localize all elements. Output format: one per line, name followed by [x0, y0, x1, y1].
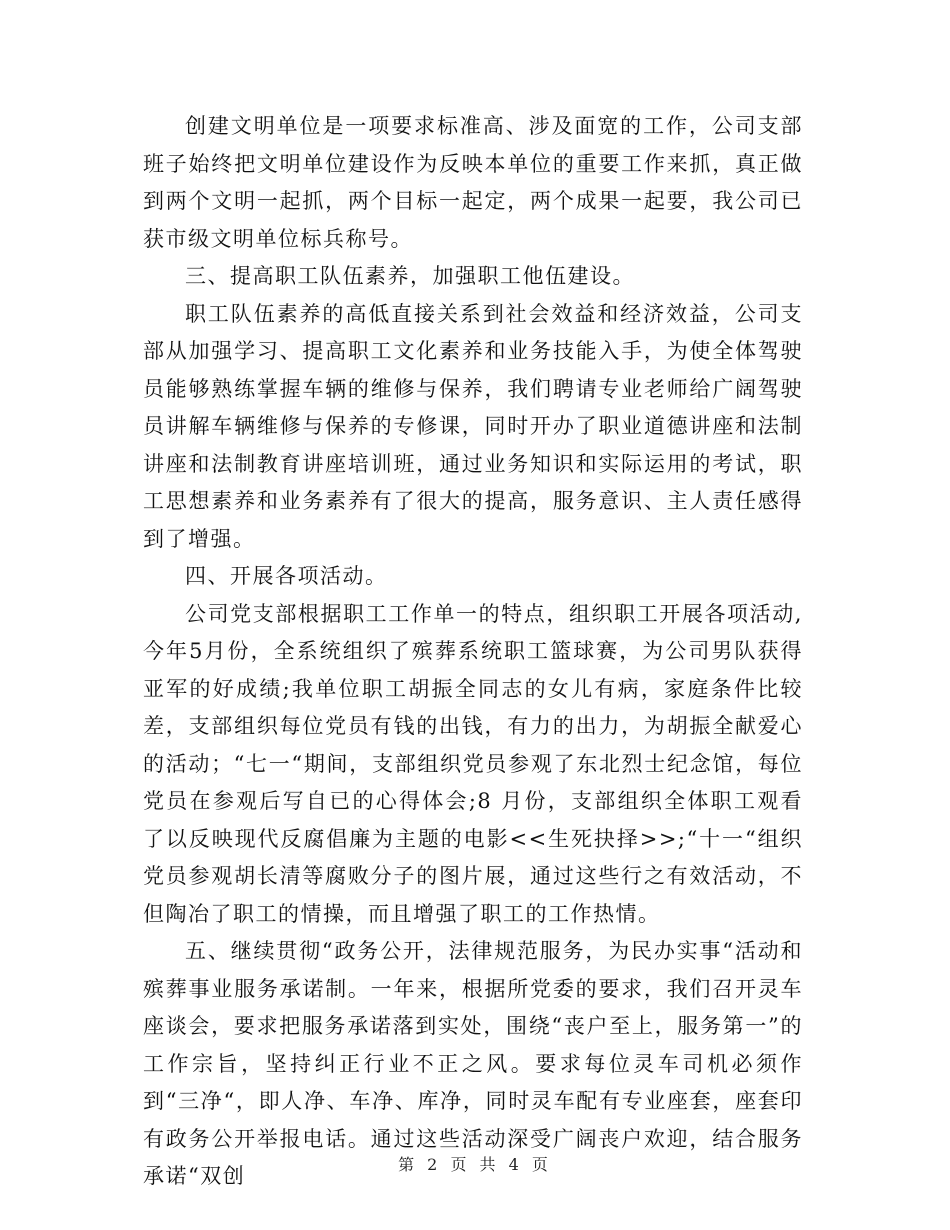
paragraph-civilized-unit: 创建文明单位是一项要求标准高、涉及面宽的工作，公司支部班子始终把文明单位建设作为反映本单位的重要工作来抓，真正做到两个文明一起抓，两个目标一起定，两个成果一起要，我公司已获市级文明单位标兵称号。 — [143, 114, 803, 251]
paragraph-staff-quality: 职工队伍素养的高低直接关系到社会效益和经济效益，公司支部从加强学习、提高职工文化素养和业务技能入手，为使全体驾驶员能够熟练掌握车辆的维修与保养，我们聘请专业老师给广阔驾驶员讲解车辆维修与保养的专修课，同时开办了职业道德讲座和法制讲座和法制教育讲座培训班，通过业务知识和实际运用的考试，职工思想素养和业务素养有了很大的提高，服务意识、主人责任感得到了增强。 — [143, 301, 803, 551]
heading-section-four: 四、开展各项活动。 — [185, 564, 388, 588]
heading-section-three: 三、提高职工队伍素养，加强职工他伍建设。 — [185, 264, 635, 288]
paragraph-activities: 公司党支部根据职工工作单一的特点，组织职工开展各项活动,今年5月份，全系统组织了殡葬系统职工篮球赛，为公司男队获得亚军的好成绩;我单位职工胡振全同志的女儿有病，家庭条件比较差，支部组织每位党员有钱的出钱，有力的出力，为胡振全献爱心的活动；“七一“期间，支部组织党员参观了东北烈士纪念馆，每位党员在参观后写自已的心得体会;8 月份，支部组织全体职工观看了以反映现代反腐倡廉为主题的电影<<生死抉择>>;“十一“组织党员参观胡长清等腐败分子的图片展，通过这些行之有效活动，不但陶冶了职工的情操，而且增强了职工的工作热情。 — [143, 601, 803, 926]
paragraph-section-five: 五、继续贯彻“政务公开，法律规范服务，为民办实事“活动和殡葬事业服务承诺制。一年来，根据所党委的要求，我们召开灵车座谈会，要求把服务承诺落到实处，围绕“丧户至上，服务第一”的工作宗旨，坚持纠正行业不正之风。要求每位灵车司机必须作到“三净“，即人净、车净、库净，同时灵车配有专业座套，座套印有政务公开举报电话。通过这些活动深受广阔丧户欢迎，结合服务承诺“双创 — [143, 939, 803, 1188]
page-number-footer: 第 2 页 共 4 页 — [398, 1155, 552, 1174]
document-body — [143, 108, 803, 1196]
